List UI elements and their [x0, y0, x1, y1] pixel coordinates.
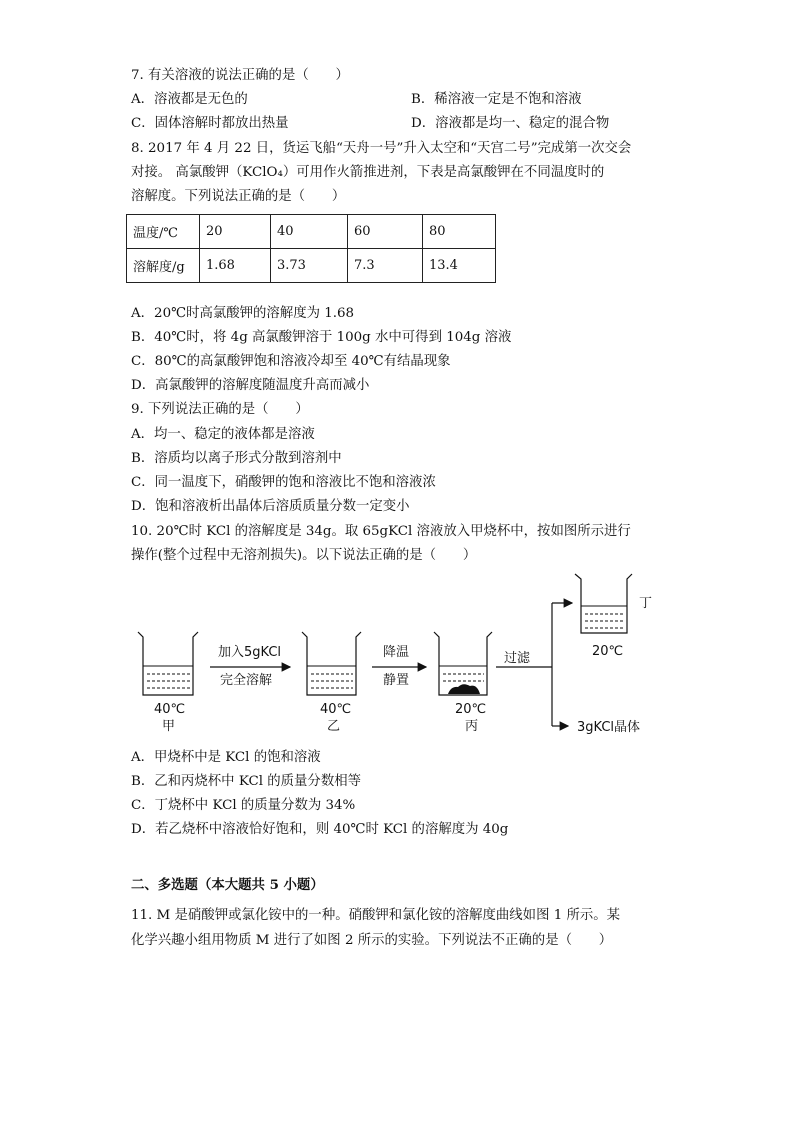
- q9-option-b: B．溶质均以离子形式分散到溶剂中: [131, 451, 342, 466]
- beaker-jia: [138, 632, 198, 695]
- step3-label: 过滤: [504, 651, 531, 666]
- table-cell: 80: [423, 215, 496, 249]
- q8-option-b: B．40℃时，将 4g 高氯酸钾溶于 100g 水中可得到 104g 溶液: [131, 330, 512, 345]
- q8-stem-line-2: 对接。 高氯酸钾（KClO₄）可用作火箭推进剂，下表是高氯酸钾在不同温度时的: [131, 165, 605, 180]
- table-cell: 3.73: [271, 249, 348, 283]
- q8-option-d: D．高氯酸钾的溶解度随温度升高而减小: [131, 378, 370, 393]
- beaker-jia-label: 甲: [162, 719, 176, 734]
- beaker-bing: [434, 632, 492, 695]
- table-cell: 20: [200, 215, 271, 249]
- q11-stem-line-1: 11. M 是硝酸钾或氯化铵中的一种。硝酸钾和氯化铵的溶解度曲线如图 1 所示。某: [131, 908, 621, 923]
- table-cell: 40: [271, 215, 348, 249]
- beaker-yi-temperature: 40℃: [320, 702, 352, 717]
- table-cell: 溶解度/g: [127, 249, 200, 283]
- step1-top-label: 加入5gKCl: [218, 645, 282, 660]
- q8-option-c: C．80℃的高氯酸钾饱和溶液冷却至 40℃有结晶现象: [131, 354, 451, 369]
- section-title: 二、多选题（本大题共 5 小题）: [131, 877, 324, 893]
- q7-option-a: A．溶液都是无色的: [131, 92, 248, 107]
- crystal-label: 3gKCl晶体: [577, 720, 641, 735]
- q9-stem: 9. 下列说法正确的是（ ）: [131, 402, 309, 417]
- kcl-experiment-diagram: [120, 570, 680, 745]
- beaker-ding: [575, 574, 632, 633]
- q7-option-b: B．稀溶液一定是不饱和溶液: [411, 92, 582, 107]
- q7-option-d: D．溶液都是均一、稳定的混合物: [411, 116, 610, 131]
- beaker-ding-temperature: 20℃: [592, 644, 624, 659]
- q8-stem-line-1: 8. 2017 年 4 月 22 日，货运飞船“天舟一号”升入太空和“天宫二号”完成第一次交会: [131, 141, 632, 156]
- step2-bottom-label: 静置: [383, 673, 410, 688]
- q9-option-a: A．均一、稳定的液体都是溶液: [131, 427, 315, 442]
- crystal-precipitate-icon: [448, 684, 480, 694]
- beaker-jia-temperature: 40℃: [154, 702, 186, 717]
- table-cell: 60: [348, 215, 423, 249]
- q10-option-b: B．乙和丙烧杯中 KCl 的质量分数相等: [131, 774, 361, 789]
- beaker-yi-label: 乙: [327, 719, 341, 734]
- step1-bottom-label: 完全溶解: [220, 673, 273, 688]
- beaker-yi: [302, 632, 361, 695]
- table-cell: 1.68: [200, 249, 271, 283]
- table-cell: 13.4: [423, 249, 496, 283]
- table-cell: 7.3: [348, 249, 423, 283]
- q8-option-a: A．20℃时高氯酸钾的溶解度为 1.68: [131, 306, 355, 321]
- table-cell: 温度/℃: [127, 215, 200, 249]
- step2-top-label: 降温: [383, 645, 410, 660]
- beaker-ding-label: 丁: [639, 596, 653, 611]
- table-row-temperature: [127, 215, 496, 249]
- q10-stem-line-1: 10. 20℃时 KCl 的溶解度是 34g。取 65gKCl 溶液放入甲烧杯中，按如图所示进行: [131, 524, 631, 539]
- q8-stem-line-3: 溶解度。下列说法正确的是（ ）: [131, 189, 346, 204]
- table-row-solubility: [127, 249, 496, 283]
- q7-stem: 7. 有关溶液的说法正确的是（ ）: [131, 68, 349, 83]
- q10-option-d: D．若乙烧杯中溶液恰好饱和，则 40℃时 KCl 的溶解度为 40g: [131, 822, 509, 837]
- q10-stem-line-2: 操作(整个过程中无溶剂损失)。以下说法正确的是（ ）: [131, 548, 477, 563]
- solubility-table: [126, 214, 496, 283]
- q7-option-c: C．固体溶解时都放出热量: [131, 116, 289, 131]
- q10-option-c: C．丁烧杯中 KCl 的质量分数为 34%: [131, 798, 356, 813]
- beaker-bing-temperature: 20℃: [455, 702, 487, 717]
- q9-option-c: C．同一温度下，硝酸钾的饱和溶液比不饱和溶液浓: [131, 475, 436, 490]
- q11-stem-line-2: 化学兴趣小组用物质 M 进行了如图 2 所示的实验。下列说法不正确的是（ ）: [131, 933, 613, 948]
- q9-option-d: D．饱和溶液析出晶体后溶质质量分数一定变小: [131, 499, 410, 514]
- q10-option-a: A．甲烧杯中是 KCl 的饱和溶液: [131, 750, 321, 765]
- beaker-bing-label: 丙: [465, 719, 479, 734]
